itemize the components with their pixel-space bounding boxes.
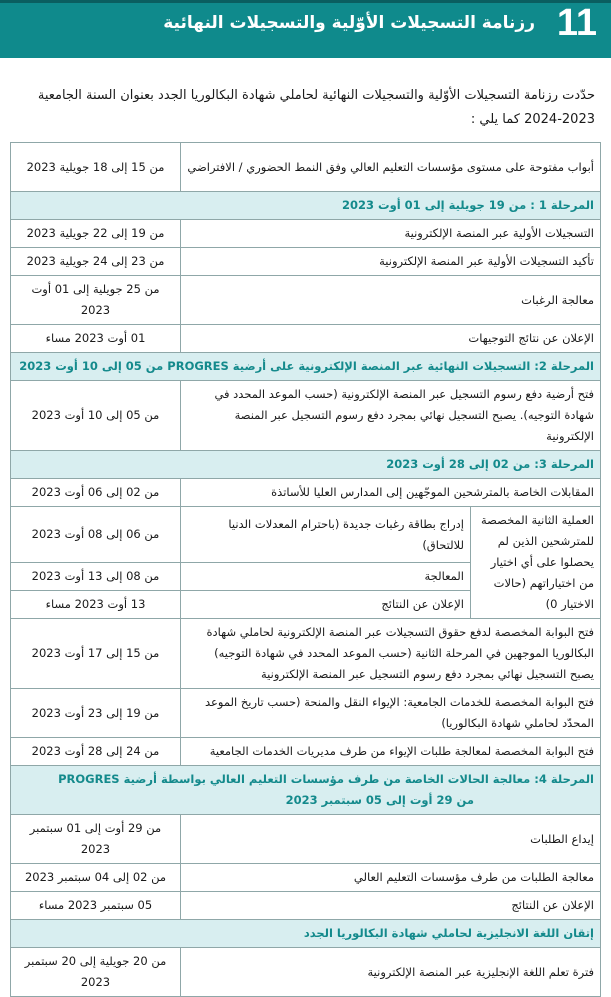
interviews-date: من 02 إلى 06 أوت 2023 <box>11 479 181 507</box>
row-date: 13 أوت 2023 مساء <box>11 591 181 619</box>
english-header <box>11 920 601 948</box>
english-date: من 20 جويلية إلى 20 سبتمبر 2023 <box>11 948 181 997</box>
opening-label: أبواب مفتوحة على مستوى مؤسسات التعليم العالي وفق النمط الحضوري / الافتراضي <box>181 143 601 192</box>
table-row <box>11 143 601 192</box>
table-row <box>11 325 601 353</box>
phase2-label: فتح أرضية دفع رسوم التسجيل عبر المنصة الإلكترونية (حسب الموعد المحدد في شهادة التوجيه). يصبح التسجيل نهائي بمجرد دفع رسوم التسجيل عبر المنصة الإلكترونية <box>181 381 601 451</box>
row-date: 05 سبتمبر 2023 مساء <box>11 892 181 920</box>
phase2-date: من 05 إلى 10 أوت 2023 <box>11 381 181 451</box>
table-row <box>11 276 601 325</box>
row-label: إيداع الطلبات <box>181 815 601 864</box>
table-row <box>11 479 601 507</box>
header-top-line <box>0 0 611 3</box>
interviews-label: المقابلات الخاصة بالمترشحين الموجّهين إلى المدارس العليا للأساتذة <box>181 479 601 507</box>
phase1-header <box>11 192 601 220</box>
table-row <box>11 948 601 997</box>
row-date: من 08 إلى 13 أوت 2023 <box>11 563 181 591</box>
section-number: 11 <box>556 2 597 44</box>
row-date: من 06 إلى 08 أوت 2023 <box>11 507 181 563</box>
row-label: الإعلان عن النتائج <box>181 892 601 920</box>
row-label: إدراج بطاقة رغبات جديدة (باحترام المعدلات الدنيا للالتحاق) <box>181 507 471 563</box>
phase2-title: المرحلة 2: التسجيلات النهائية عبر المنصة الإلكترونية على أرضية PROGRES من 05 إلى 10 أوت 2023 <box>11 353 601 381</box>
row-label: تأكيد التسجيلات الأولية عبر المنصة الإلكترونية <box>181 248 601 276</box>
portal-services-date: من 19 إلى 23 أوت 2023 <box>11 689 181 738</box>
calendar-table <box>10 142 601 997</box>
portal-services-label: فتح البوابة المخصصة للخدمات الجامعية: الإيواء النقل والمنحة (حسب تاريخ الموعد المحدّد لحاملي شهادة البكالوريا) <box>181 689 601 738</box>
portal-fees-label: فتح البوابة المخصصة لدفع حقوق التسجيلات عبر المنصة الإلكترونية لحاملي شهادة البكالوريا الموجهين في المرحلة الثانية (حسب الموعد المحدد في شهادة التوجيه) يصبح التسجيل نهائي بمجرد دفع رسوم التسجيل عبر المنصة الإلكترونية <box>181 619 601 689</box>
phase3-header <box>11 451 601 479</box>
row-date: من 02 إلى 04 سبتمبر 2023 <box>11 864 181 892</box>
row-date: من 19 إلى 22 جويلية 2023 <box>11 220 181 248</box>
english-label: فترة تعلم اللغة الإنجليزية عبر المنصة الإلكترونية <box>181 948 601 997</box>
phase4-dates: من 29 أوت إلى 05 سبتمبر 2023 <box>285 793 474 807</box>
section-header <box>0 0 611 58</box>
row-label: المعالجة <box>181 563 471 591</box>
table-row <box>11 738 601 766</box>
row-date: 01 أوت 2023 مساء <box>11 325 181 353</box>
opening-date: من 15 إلى 18 جويلية 2023 <box>11 143 181 192</box>
row-label: التسجيلات الأولية عبر المنصة الإلكترونية <box>181 220 601 248</box>
row-label: الإعلان عن نتائج التوجيهات <box>181 325 601 353</box>
portal-fees-date: من 15 إلى 17 أوت 2023 <box>11 619 181 689</box>
portal-housing-date: من 24 إلى 28 أوت 2023 <box>11 738 181 766</box>
table-row <box>11 815 601 864</box>
table-row <box>11 248 601 276</box>
phase4-title: المرحلة 4: معالجة الحالات الخاصة من طرف مؤسسات التعليم العالي بواسطة أرضية PROGRES <box>58 772 594 786</box>
row-date: من 29 أوت إلى 01 سبتمبر 2023 <box>11 815 181 864</box>
row-label: معالجة الرغبات <box>181 276 601 325</box>
portal-housing-label: فتح البوابة المخصصة لمعالجة طلبات الإيواء من طرف مديريات الخدمات الجامعية <box>181 738 601 766</box>
table-row <box>11 381 601 451</box>
second-op-label: العملية الثانية المخصصة للمترشحين الذين لم يحصلوا على أي اختيار من اختياراتهم (حالات الاختيار 0) <box>471 507 601 619</box>
intro-paragraph: حدّدت رزنامة التسجيلات الأوّلية والتسجيلات النهائية لحاملي شهادة البكالوريا الجدد بعنوان السنة الجامعية 2023-2024 كما يلي : <box>37 88 595 127</box>
table-row <box>11 892 601 920</box>
row-date: من 23 إلى 24 جويلية 2023 <box>11 248 181 276</box>
table-row <box>11 689 601 738</box>
phase3-title: المرحلة 3: من 02 إلى 28 أوت 2023 <box>11 451 601 479</box>
english-title: إتقان اللغة الانجليزية لحاملي شهادة البكالوريا الجدد <box>11 920 601 948</box>
section-title: رزنامة التسجيلات الأوّلية والتسجيلات النهائية <box>163 13 535 33</box>
row-label: معالجة الطلبات من طرف مؤسسات التعليم العالي <box>181 864 601 892</box>
table-row <box>11 864 601 892</box>
phase2-header <box>11 353 601 381</box>
row-label: الإعلان عن النتائج <box>181 591 471 619</box>
table-row <box>11 619 601 689</box>
row-date: من 25 جويلية إلى 01 أوت 2023 <box>11 276 181 325</box>
table-row <box>11 220 601 248</box>
phase1-title: المرحلة 1 : من 19 جويلية إلى 01 أوت 2023 <box>11 192 601 220</box>
phase4-header <box>11 766 601 815</box>
table-row <box>11 507 601 563</box>
